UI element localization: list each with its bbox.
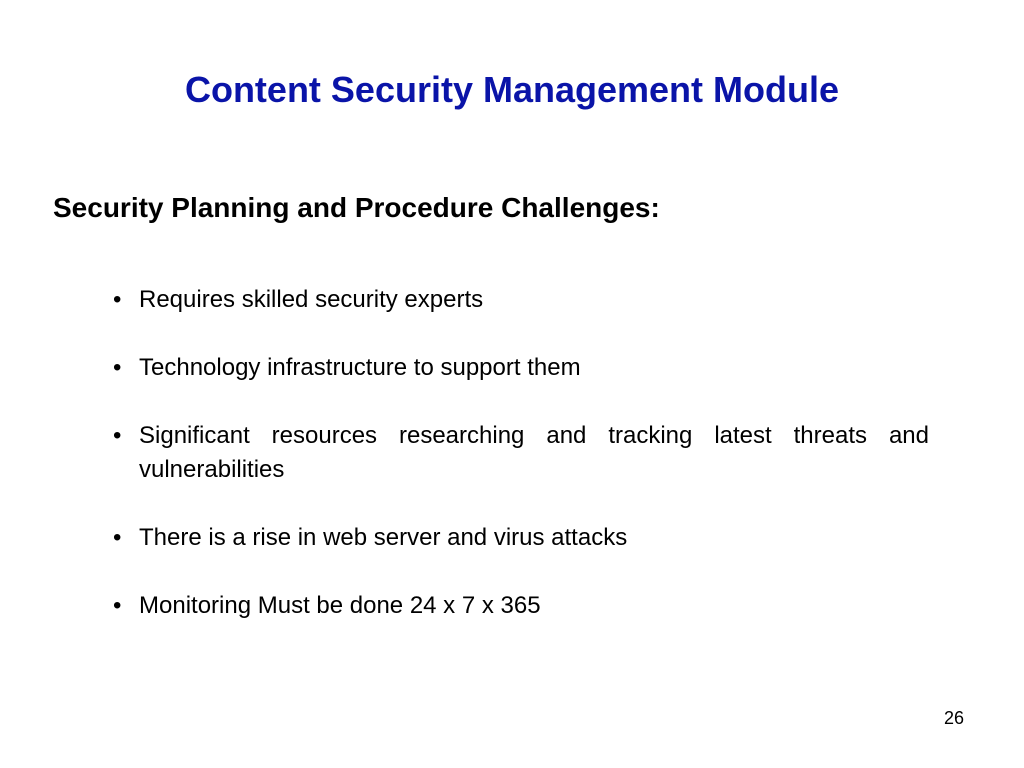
bullet-item <box>113 419 929 487</box>
slide-subtitle: Security Planning and Procedure Challenges: <box>53 192 660 223</box>
bullet-item <box>113 521 929 555</box>
bullet-text: Requires skilled security experts <box>139 286 484 313</box>
bullet-list <box>113 283 929 657</box>
bullet-icon: • <box>113 592 122 619</box>
bullet-item <box>113 589 929 623</box>
bullet-text: There is a rise in web server and virus attacks <box>139 524 628 551</box>
bullet-item <box>113 351 929 385</box>
bullet-icon: • <box>113 524 122 551</box>
bullet-text: Technology infrastructure to support them <box>139 354 581 381</box>
slide-title: Content Security Management Module <box>184 69 840 110</box>
bullet-text: Significant resources researching and tracking latest threats and vulnerabilities <box>139 422 929 483</box>
bullet-text: Monitoring Must be done 24 x 7 x 365 <box>139 592 541 619</box>
bullet-icon: • <box>113 422 122 449</box>
bullet-icon: • <box>113 354 122 381</box>
bullet-item <box>113 283 929 317</box>
bullet-icon: • <box>113 286 122 313</box>
page-number: 26 <box>943 708 964 728</box>
